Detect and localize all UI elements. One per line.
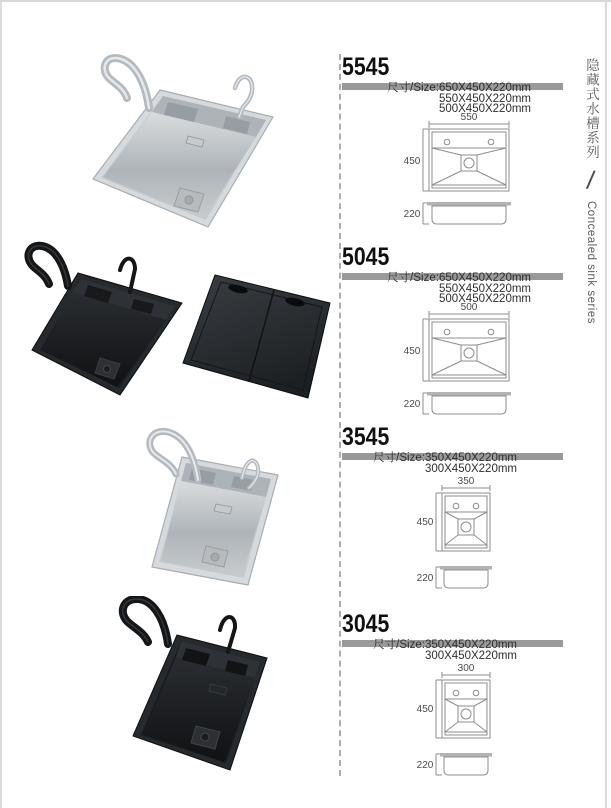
side-view-rim — [440, 753, 492, 757]
dim-front-label: 450 — [416, 704, 434, 715]
cover-panel — [183, 275, 330, 398]
drain-hole — [211, 553, 219, 561]
model-number: 3545 — [342, 423, 390, 451]
model-number: 5545 — [342, 53, 390, 81]
section-3045 — [342, 612, 563, 798]
size-line — [387, 83, 531, 94]
size-value: 350X450X220mm — [424, 639, 517, 651]
size-list — [387, 83, 531, 115]
black-drain-hole — [104, 366, 111, 373]
size-line: 550X450X220mm — [438, 92, 531, 105]
technical-diagram — [400, 662, 532, 780]
slash-divider: / — [585, 164, 597, 195]
size-line: 300X450X220mm — [424, 649, 517, 662]
size-list — [387, 273, 531, 305]
side-view-rim — [440, 566, 492, 570]
size-line: 500X450X220mm — [438, 103, 531, 116]
model-number: 5045 — [342, 243, 390, 271]
size-value: 650X450X220mm — [438, 272, 531, 284]
size-line — [373, 640, 517, 651]
size-line: 550X450X220mm — [438, 282, 531, 295]
dim-depth-label: 220 — [416, 760, 434, 771]
dim-depth-label: 220 — [416, 573, 434, 584]
section-5045 — [342, 245, 563, 431]
dim-width-label: 300 — [457, 663, 475, 674]
product-photo-black-compact — [108, 596, 298, 808]
section-3545 — [342, 425, 563, 611]
dim-depth-label: 220 — [403, 399, 421, 410]
series-label-strip — [576, 58, 606, 324]
size-list — [373, 453, 517, 474]
dim-front-label: 450 — [403, 156, 421, 167]
dim-depth-label: 220 — [403, 209, 421, 220]
size-line: 300X450X220mm — [424, 462, 517, 475]
dim-width-label: 350 — [457, 476, 475, 487]
drain-hole — [185, 196, 193, 204]
series-title-english: Concealed sink series — [585, 200, 597, 324]
section-5545 — [342, 55, 563, 241]
model-number: 3045 — [342, 610, 390, 638]
size-line: 500X450X220mm — [438, 293, 531, 306]
product-photo-black-with-cover — [16, 240, 342, 434]
size-value: 350X450X220mm — [424, 452, 517, 464]
size-prefix: 尺寸/Size: — [373, 639, 425, 651]
technical-diagram — [400, 475, 532, 593]
dim-width-label: 550 — [460, 112, 478, 123]
size-prefix: 尺寸/Size: — [373, 452, 425, 464]
black-swan-faucet — [123, 599, 168, 644]
side-view-rim — [427, 392, 511, 396]
product-photo-stainless-compact — [118, 418, 302, 594]
size-line — [387, 273, 531, 284]
side-view-rim — [427, 202, 511, 206]
swan-faucet — [105, 58, 149, 108]
page-border-top — [0, 0, 611, 2]
dim-front-label: 450 — [403, 346, 421, 357]
product-photo-stainless-large — [28, 28, 320, 244]
black-drain-hole — [201, 733, 209, 741]
size-list — [373, 640, 517, 661]
dim-width-label: 500 — [460, 302, 478, 313]
technical-diagram — [403, 111, 535, 229]
size-prefix: 尺寸/Size: — [387, 82, 439, 94]
size-prefix: 尺寸/Size: — [387, 272, 439, 284]
technical-diagram — [403, 301, 535, 419]
dim-front-label: 450 — [416, 517, 434, 528]
page-border-left — [0, 0, 2, 808]
black-swan-faucet — [28, 246, 68, 286]
size-line — [373, 453, 517, 464]
series-title-chinese: 隐藏式水槽系列 — [584, 58, 599, 160]
size-value: 650X450X220mm — [438, 82, 531, 94]
